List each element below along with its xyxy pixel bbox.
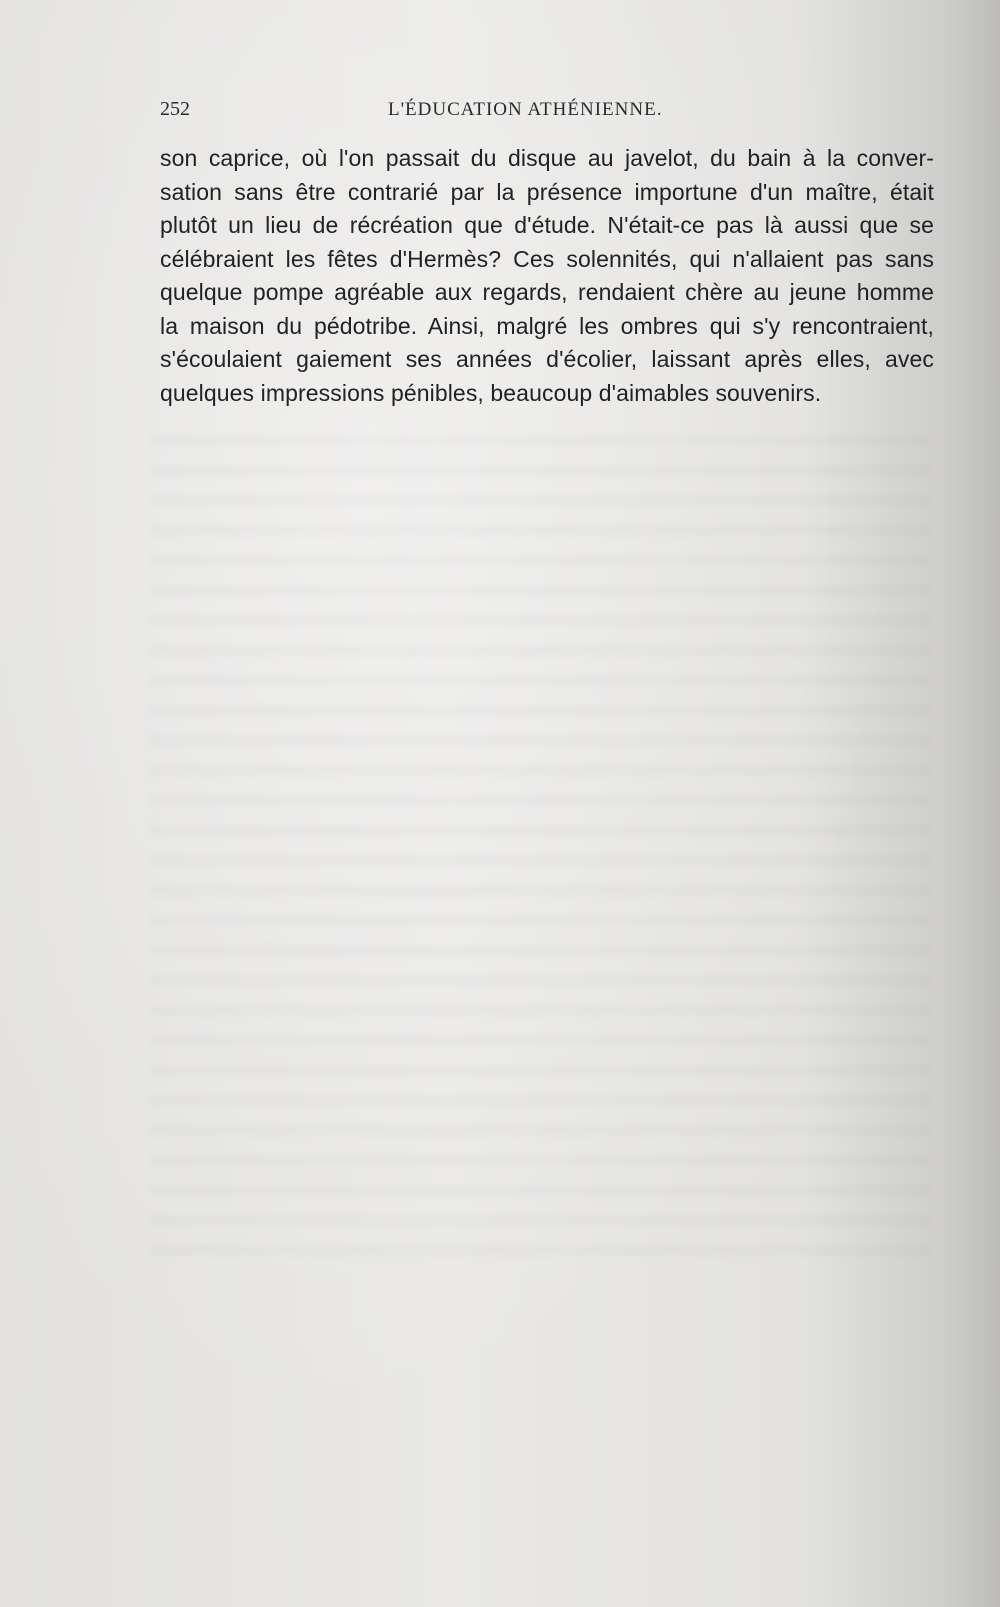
page-number: 252 bbox=[160, 98, 190, 120]
running-title: L'ÉDUCATION ATHÉNIENNE. bbox=[388, 99, 663, 120]
text-line: quelque pompe agréable aux regards, rendaient chère au jeune homme bbox=[160, 279, 934, 305]
text-line: célébraient les fêtes d'Hermès? Ces solennités, qui n'allaient pas sans bbox=[160, 245, 934, 272]
text-line: la maison du pédotribe. Ainsi, malgré les ombres qui s'y rencontraient, bbox=[160, 312, 934, 339]
text-line: plutôt un lieu de récréation que d'étude. N'était-ce pas là aussi que se bbox=[160, 212, 934, 238]
body-paragraph bbox=[160, 142, 934, 410]
text-line: quelques impressions pénibles, beaucoup d'aimables souvenirs. bbox=[160, 379, 822, 406]
running-head bbox=[160, 98, 934, 128]
text-line: s'écoulaient gaiement ses années d'écolier, laissant après elles, avec bbox=[160, 346, 934, 372]
text-line: son caprice, où l'on passait du disque au javelot, du bain à la conver- bbox=[160, 145, 934, 171]
text-line: sation sans être contrarié par la présence importune d'un maître, était bbox=[160, 178, 934, 205]
show-through-text bbox=[150, 420, 930, 1270]
